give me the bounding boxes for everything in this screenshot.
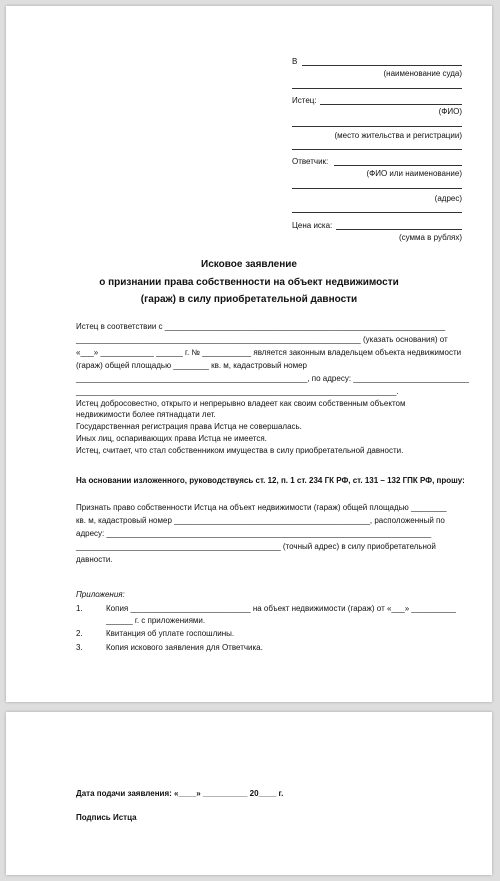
text-line: кв. м, кадастровый номер ____________________________________________, расположенный по <box>76 516 445 525</box>
court-line <box>302 65 462 66</box>
attachment-item: Квитанция об уплате госпошлины. <box>106 629 235 638</box>
defendant-line <box>334 165 462 166</box>
text-line: адресу: _________________________________________________________________________ <box>76 529 432 538</box>
text-line: Иных лиц, оспаривающих права Истца не имеется. <box>76 434 267 443</box>
basis-line: На основании изложенного, руководствуясь ст. 12, п. 1 ст. 234 ГК РФ, ст. 131 – 132 ГПК РФ, прошу: <box>76 476 465 485</box>
court-hint: (наименование суда) <box>383 69 462 78</box>
address-line <box>292 188 462 189</box>
sum-hint: (сумма в рублях) <box>398 233 462 242</box>
attachments-label: Приложения: <box>76 590 125 599</box>
text-line: «___» ____________ ______ г. № ___________ является законным владельцем объекта недвижимости <box>76 348 462 357</box>
address-hint: (адрес) <box>434 194 462 203</box>
text-line: давности. <box>76 555 113 564</box>
text-line: Истец в соответствии с _______________________________________________________________ <box>76 322 446 331</box>
fio-hint: (ФИО) <box>438 107 462 116</box>
text-line: Истец добросовестно, открыто и непрерывно владеет как своим собственным объектом <box>76 399 406 408</box>
court-prefix: В <box>292 57 298 66</box>
document-title: Исковое заявление <box>201 259 297 270</box>
attachment-item-cont: ______ г. с приложениями. <box>106 616 206 625</box>
attachment-item: Копия искового заявления для Ответчика. <box>106 643 263 652</box>
attachment-number: 2. <box>76 629 83 638</box>
claim-price-label: Цена иска: <box>292 221 333 230</box>
text-line: ________________________________________________________________________. <box>76 387 399 396</box>
plaintiff-line <box>320 104 462 105</box>
blank-line <box>292 88 462 89</box>
document-page-1 <box>6 6 492 702</box>
text-line: ________________________________________________________________ (указать основания) от <box>76 335 448 344</box>
defendant-hint: (ФИО или наименование) <box>366 169 462 178</box>
filing-date-line: Дата подачи заявления: «____» __________ 20____ г. <box>76 789 284 798</box>
document-subtitle-2: (гараж) в силу приобретательной давности <box>140 294 358 305</box>
blank-line <box>292 212 462 213</box>
text-line: ______________________________________________ (точный адрес) в силу приобретательной <box>76 542 436 551</box>
text-line: Истец, считает, что стал собственником имущества в силу приобретательной давности. <box>76 446 404 455</box>
attachment-number: 3. <box>76 643 83 652</box>
residence-hint: (место жительства и регистрации) <box>334 131 462 140</box>
plaintiff-label: Истец: <box>292 96 317 105</box>
text-line: (гараж) общей площадью ________ кв. м, кадастровый номер <box>76 361 308 370</box>
attachment-number: 1. <box>76 604 83 613</box>
text-line: Государственная регистрация права Истца не совершалась. <box>76 422 302 431</box>
document-page-2 <box>6 712 492 875</box>
claim-price-line <box>336 229 462 230</box>
blank-line <box>292 149 462 150</box>
defendant-label: Ответчик: <box>292 157 329 166</box>
residence-line <box>292 126 462 127</box>
document-subtitle-1: о признании права собственности на объект недвижимости <box>99 277 399 288</box>
signature-label: Подпись Истца <box>76 813 137 822</box>
text-line: недвижимости более пятнадцати лет. <box>76 410 216 419</box>
text-line: Признать право собственности Истца на объект недвижимости (гараж) общей площадью ________ <box>76 503 447 512</box>
attachment-item: Копия ___________________________ на объект недвижимости (гараж) от «___» __________ <box>106 604 456 613</box>
text-line: ____________________________________________________, по адресу: __________________________ <box>76 374 469 383</box>
